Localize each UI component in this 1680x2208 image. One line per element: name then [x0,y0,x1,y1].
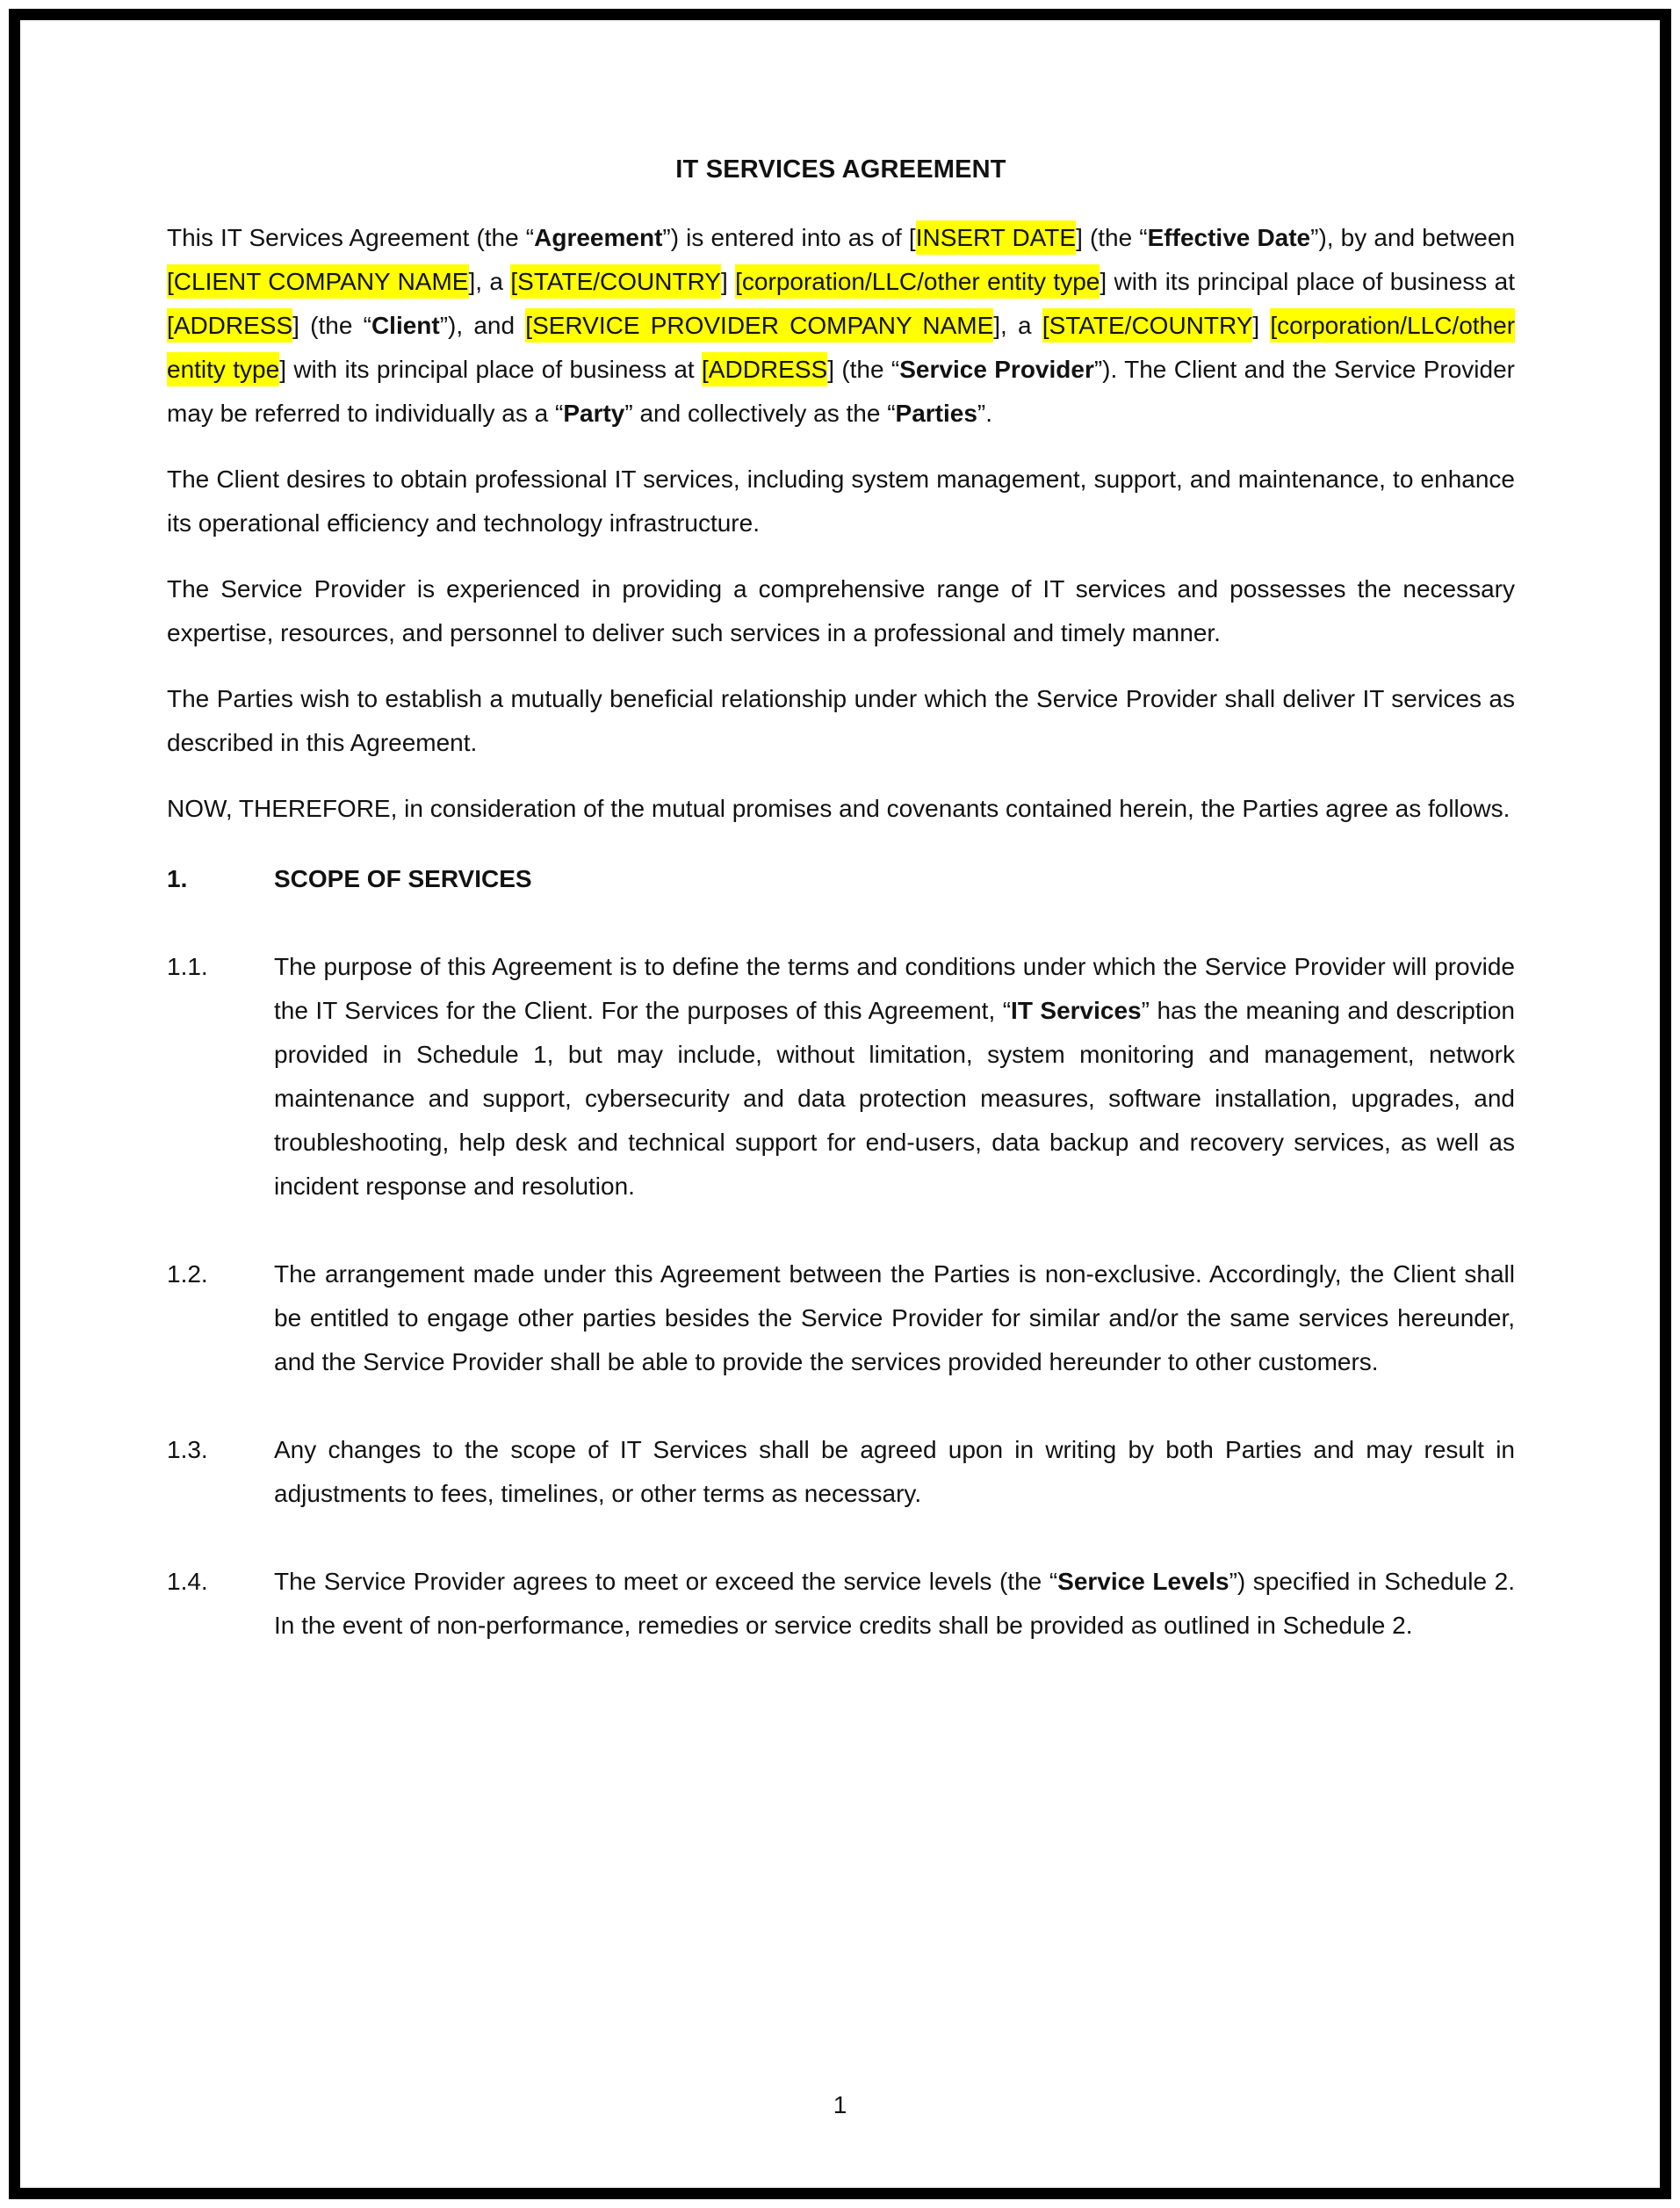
bold-term: Agreement [534,224,663,251]
intro-paragraph-2 [167,458,1515,545]
page-number: 1 [833,2091,847,2118]
clause-1-4-number: 1.4. [167,1568,208,1595]
clause-1-1-text [274,953,1515,1200]
text-segment: ”), by and between [1310,224,1516,251]
text-segment: The Service Provider agrees to meet or exceed the service levels (the “ [274,1568,1058,1595]
highlighted-placeholder: [ADDRESS [702,352,827,386]
bold-term: Party [563,400,625,427]
document-content [167,148,1515,1692]
text-segment: The purpose of this Agreement is to define the terms and conditions under which the Service Provider will provide the IT Services for the Client. For the purposes of this Agreement, “ [274,953,1515,1024]
clause-1-4-text [274,1568,1515,1639]
highlighted-placeholder: [CLIENT COMPANY NAME [167,264,469,299]
clause-1-3 [167,1428,1515,1516]
intro-paragraph-3 [167,567,1515,655]
highlighted-placeholder: [STATE/COUNTRY [510,264,721,299]
text-segment: ”), and [439,312,526,339]
text-segment: ], a [468,268,511,295]
intro-paragraph-4 [167,677,1515,765]
text-segment: ] with its principal place of business at [279,356,703,383]
highlighted-placeholder: [STATE/COUNTRY [1042,308,1253,343]
text-segment: ” has the meaning and description provided in Schedule 1, but may include, without limitation, system monitoring and management, network maintenance and support, cybersecurity and data protection measures, software installation, upgrades, and troubleshooting, help desk and technical support for end-users, data backup and recovery services, as well as incident response and resolution. [274,997,1516,1200]
highlighted-placeholder: [SERVICE PROVIDER COMPANY NAME [525,308,993,343]
section-1-heading-label: SCOPE OF SERVICES [274,865,532,892]
clause-1-4 [167,1560,1515,1648]
text-segment: ] (the “ [827,356,900,383]
intro-paragraph-5 [167,787,1515,831]
text-segment: The Parties wish to establish a mutually beneficial relationship under which the Service Provider shall deliver IT services as described in this Agreement. [167,685,1515,756]
bold-term: Service Levels [1057,1568,1229,1595]
bold-term: Effective Date [1147,224,1311,251]
text-segment: ”) specified in Schedule 2. In the event of non-performance, remedies or service credits shall be provided as outlined in Schedule 2. [274,1568,1515,1639]
clause-1-1 [167,945,1515,1209]
text-segment: ”) is entered into as of [ [662,224,916,251]
text-segment: NOW, THEREFORE, in consideration of the mutual promises and covenants contained herein, the Parties agree as follows. [167,795,1511,822]
clause-1-3-text [274,1436,1515,1507]
text-segment: ] (the “ [292,312,371,339]
text-segment: The Service Provider is experienced in providing a comprehensive range of IT services and possesses the necessary expertise, resources, and personnel to deliver such services in a professional and timely manner. [167,575,1515,646]
text-segment: Any changes to the scope of IT Services shall be agreed upon in writing by both Parties and may result in adjustments to fees, timelines, or other terms as necessary. [274,1436,1515,1507]
document-title: IT SERVICES AGREEMENT [675,155,1006,184]
intro-paragraph-1 [167,216,1515,436]
highlighted-placeholder: INSERT DATE [916,220,1076,255]
text-segment: ], a [993,312,1042,339]
highlighted-placeholder: [corporation/LLC/other entity type [167,308,1515,386]
text-segment: The Client desires to obtain professional IT services, including system management, support, and maintenance, to enhance its operational efficiency and technology infrastructure. [167,465,1515,537]
text-segment: ] (the “ [1076,224,1148,251]
clause-1-2-number: 1.2. [167,1260,208,1288]
text-segment: This IT Services Agreement (the “ [167,224,535,251]
clause-1-3-number: 1.3. [167,1436,208,1463]
section-1-number: 1. [167,865,188,892]
text-segment: ] [1252,312,1271,339]
text-segment: ”). The Client and the Service Provider may be referred to individually as a “ [167,356,1515,427]
text-segment: ”. [977,400,993,427]
text-segment: ] [720,268,736,295]
clause-1-1-number: 1.1. [167,953,208,980]
text-segment: The arrangement made under this Agreement between the Parties is non-exclusive. Accordingly, the Client shall be entitled to engage other parties besides the Service Provider for similar and/or the same services hereunder, and the Service Provider shall be able to provide the services provided hereunder to other customers. [274,1260,1515,1375]
bold-term: Parties [895,400,977,427]
highlighted-placeholder: [corporation/LLC/other entity type [735,264,1100,299]
highlighted-placeholder: [ADDRESS [167,308,292,343]
clause-1-2-text [274,1260,1515,1375]
section-1-heading [167,857,1515,901]
bold-term: Client [371,312,440,339]
text-segment: ” and collectively as the “ [624,400,896,427]
clause-1-2 [167,1252,1515,1384]
bold-term: Service Provider [899,356,1094,383]
text-segment: ] with its principal place of business at [1100,268,1516,295]
bold-term: IT Services [1011,997,1142,1024]
